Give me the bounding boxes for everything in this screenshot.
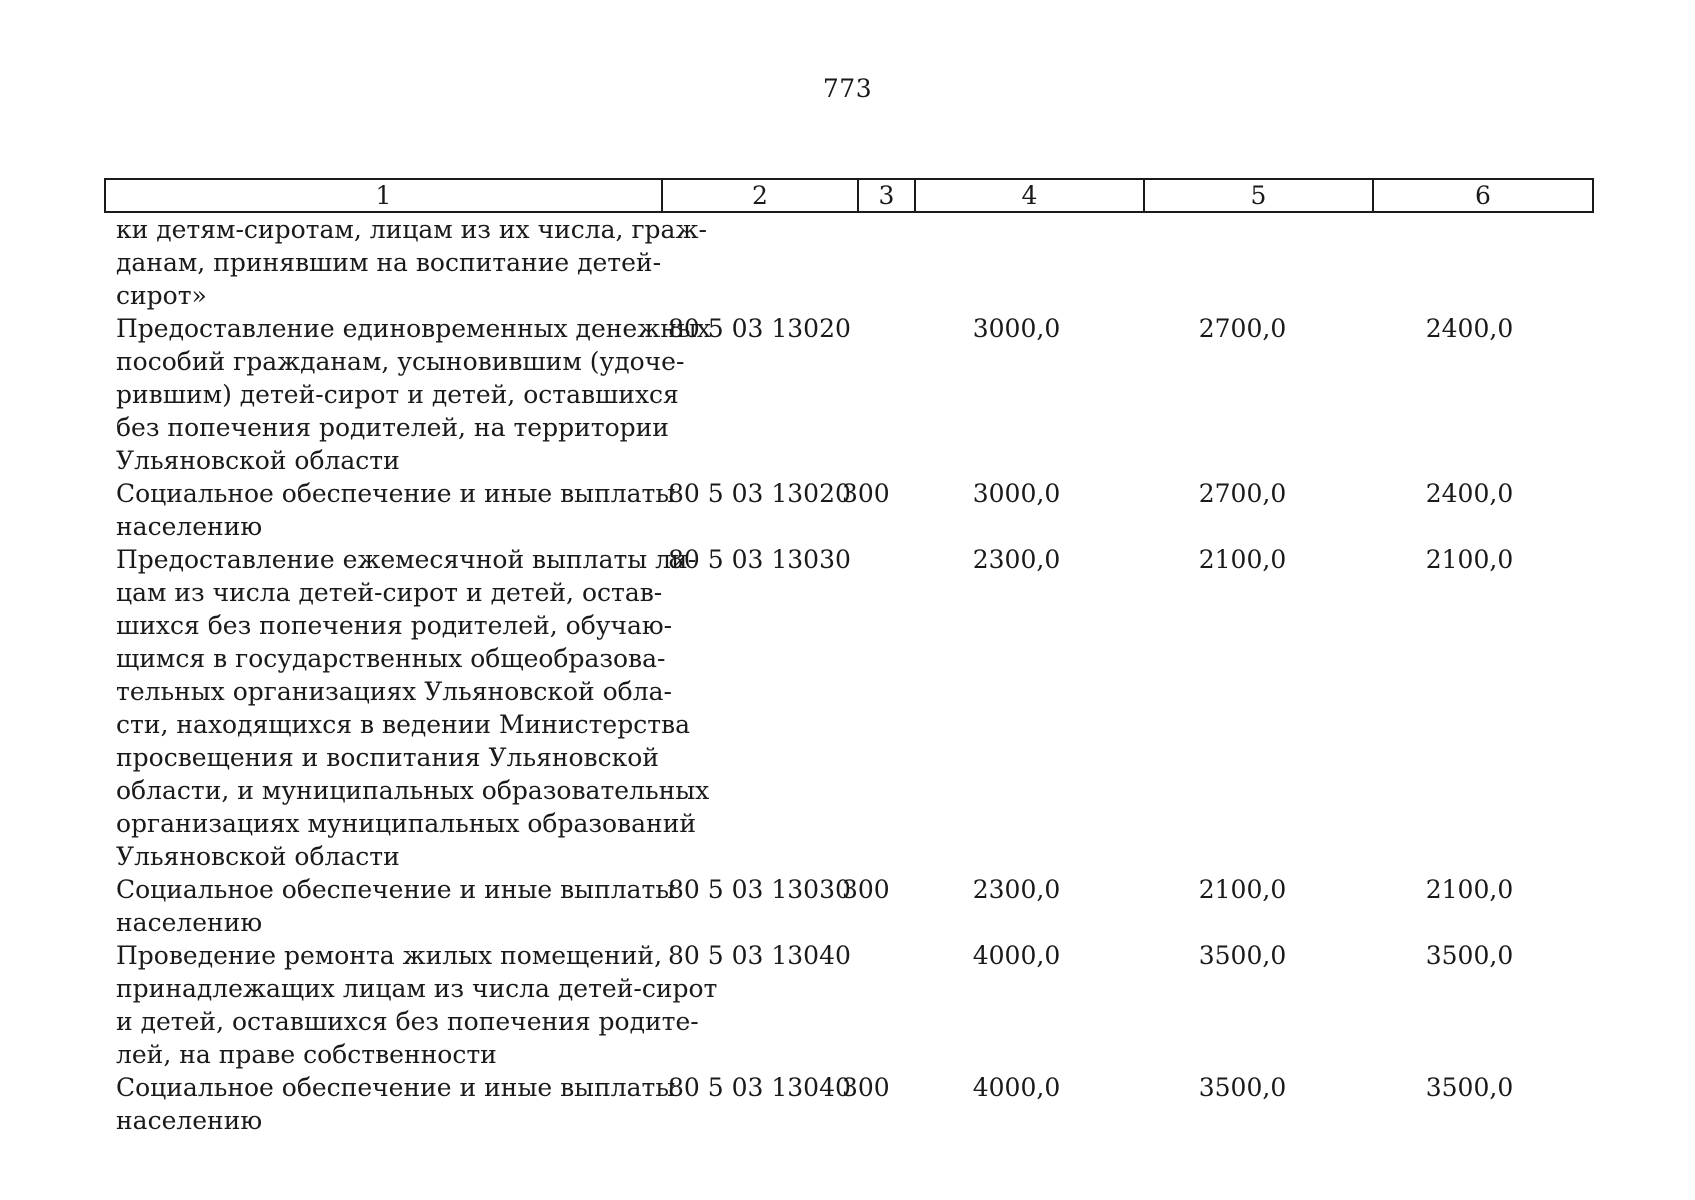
table-row xyxy=(104,543,1592,873)
table-row xyxy=(104,312,1592,477)
row-expense-type xyxy=(842,312,899,477)
row-description xyxy=(104,873,676,939)
row-value-4: 4000,0 xyxy=(972,1073,1061,1102)
description-line: принадлежащих лицам из числа детей-сирот xyxy=(116,974,718,1003)
row-expense-type xyxy=(842,543,899,873)
row-description xyxy=(104,477,676,543)
row-value-6 xyxy=(1357,213,1582,312)
row-value-6: 2100,0 xyxy=(1425,875,1514,904)
row-value-6: 2400,0 xyxy=(1425,314,1514,343)
table-row xyxy=(104,939,1592,1071)
description-line: организациях муниципальных образований xyxy=(116,809,697,838)
description-line: пособий гражданам, усыновившим (удоче- xyxy=(116,347,685,376)
description-line: сирот» xyxy=(116,281,207,310)
row-description xyxy=(104,312,711,477)
row-description xyxy=(104,1071,676,1137)
description-line: лей, на праве собственности xyxy=(116,1040,497,1069)
row-value-6: 2400,0 xyxy=(1425,479,1514,508)
column-header-4: 4 xyxy=(915,179,1144,212)
table-row xyxy=(104,1071,1592,1137)
column-header-3: 3 xyxy=(858,179,915,212)
row-value-4 xyxy=(899,213,1128,312)
row-description xyxy=(104,213,707,312)
row-expense-type xyxy=(842,213,899,312)
table-row xyxy=(104,477,1592,543)
budget-table-body xyxy=(104,213,1592,1137)
row-code xyxy=(646,213,842,312)
description-line: щимся в государственных общеобразова- xyxy=(116,644,666,673)
description-line: Предоставление ежемесячной выплаты ли- xyxy=(116,545,697,574)
description-line: Социальное обеспечение и иные выплаты xyxy=(116,875,676,904)
description-line: цам из числа детей-сирот и детей, остав- xyxy=(116,578,663,607)
description-line: шихся без попечения родителей, обучаю- xyxy=(116,611,673,640)
row-code: 80 5 03 13040 xyxy=(668,941,851,970)
row-value-5: 2100,0 xyxy=(1198,875,1287,904)
description-line: населению xyxy=(116,1106,263,1135)
column-header-2: 2 xyxy=(662,179,858,212)
row-value-6: 3500,0 xyxy=(1425,941,1514,970)
table-row xyxy=(104,213,1592,312)
description-line: сти, находящихся в ведении Министерства xyxy=(116,710,691,739)
row-code: 80 5 03 13020 xyxy=(668,314,851,343)
description-line: просвещения и воспитания Ульяновской xyxy=(116,743,659,772)
row-value-4: 4000,0 xyxy=(972,941,1061,970)
row-description xyxy=(104,543,710,873)
row-value-6: 2100,0 xyxy=(1425,545,1514,574)
column-header-5: 5 xyxy=(1144,179,1373,212)
description-line: рившим) детей-сирот и детей, оставшихся xyxy=(116,380,679,409)
column-header-row xyxy=(105,179,1593,212)
row-code: 80 5 03 13030 xyxy=(668,875,851,904)
row-value-5: 2700,0 xyxy=(1198,479,1287,508)
row-expense-type xyxy=(842,939,899,1071)
row-expense-type: 300 xyxy=(842,875,890,904)
description-line: тельных организациях Ульяновской обла- xyxy=(116,677,672,706)
row-value-4: 2300,0 xyxy=(972,875,1061,904)
column-header-table xyxy=(104,178,1594,213)
description-line: Ульяновской области xyxy=(116,842,400,871)
table-row xyxy=(104,873,1592,939)
row-value-4: 2300,0 xyxy=(972,545,1061,574)
row-code: 80 5 03 13020 xyxy=(668,479,851,508)
description-line: и детей, оставшихся без попечения родите- xyxy=(116,1007,699,1036)
description-line: Предоставление единовременных денежных xyxy=(116,314,711,343)
description-line: Социальное обеспечение и иные выплаты xyxy=(116,479,676,508)
row-code: 80 5 03 13040 xyxy=(668,1073,851,1102)
row-value-5 xyxy=(1128,213,1357,312)
row-code: 80 5 03 13030 xyxy=(668,545,851,574)
row-description xyxy=(104,939,718,1071)
description-line: без попечения родителей, на территории xyxy=(116,413,669,442)
row-value-5: 3500,0 xyxy=(1198,1073,1287,1102)
description-line: данам, принявшим на воспитание детей- xyxy=(116,248,662,277)
description-line: населению xyxy=(116,908,263,937)
description-line: населению xyxy=(116,512,263,541)
column-header-1: 1 xyxy=(105,179,662,212)
row-value-5: 2100,0 xyxy=(1198,545,1287,574)
description-line: Социальное обеспечение и иные выплаты xyxy=(116,1073,676,1102)
row-value-4: 3000,0 xyxy=(972,314,1061,343)
description-line: области, и муниципальных образовательных xyxy=(116,776,710,805)
row-expense-type: 300 xyxy=(842,479,890,508)
row-value-6: 3500,0 xyxy=(1425,1073,1514,1102)
description-line: Ульяновской области xyxy=(116,446,400,475)
page-number: 773 xyxy=(822,74,873,103)
column-header-6: 6 xyxy=(1373,179,1593,212)
row-value-5: 2700,0 xyxy=(1198,314,1287,343)
description-line: Проведение ремонта жилых помещений, xyxy=(116,941,663,970)
row-value-4: 3000,0 xyxy=(972,479,1061,508)
row-value-5: 3500,0 xyxy=(1198,941,1287,970)
row-expense-type: 300 xyxy=(842,1073,890,1102)
description-line: ки детям-сиротам, лицам из их числа, граж- xyxy=(116,215,707,244)
